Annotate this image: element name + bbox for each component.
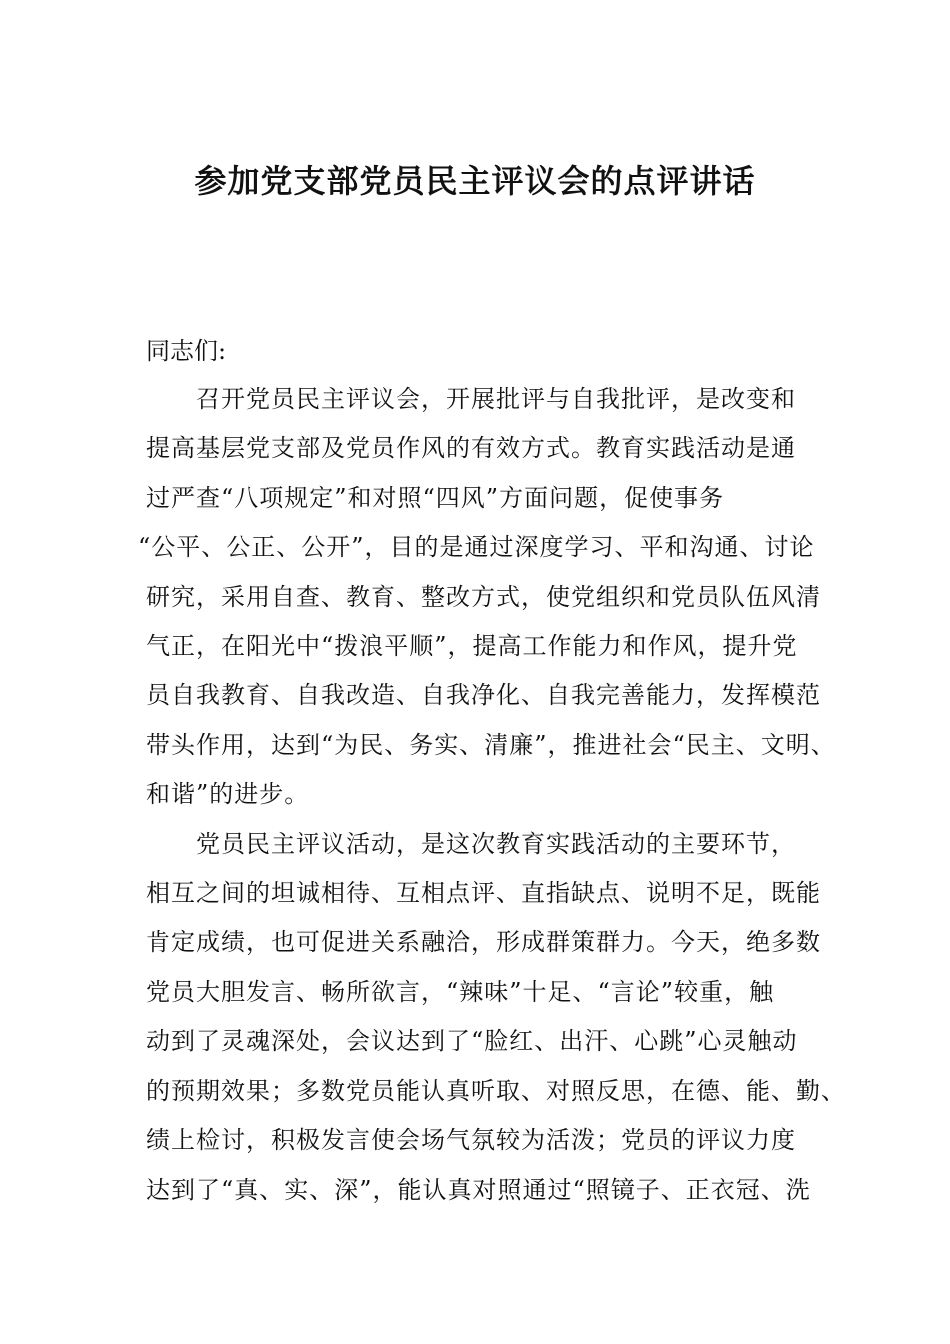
text-line: 绩上检讨，积极发言使会场气氛较为活泼；党员的评议力度 — [146, 1126, 796, 1155]
paragraph-1 — [138, 375, 836, 820]
text-line: 党员大胆发言、畅所欲言，“辣味”十足、“言论”较重，触 — [146, 977, 775, 1006]
text-line: “公平、公正、公开”，目的是通过深度学习、平和沟通、讨论 — [138, 533, 815, 562]
text-line: 研究，采用自查、教育、整改方式，使党组织和党员队伍风清 — [146, 582, 821, 611]
text-line: 召开党员民主评议会，开展批评与自我批评，是改变和 — [196, 385, 796, 413]
text-line: 动到了灵魂深处，会议达到了“脸红、出汗、心跳”心灵触动 — [146, 1027, 798, 1056]
paragraph-2 — [146, 820, 846, 1215]
text-line: 员自我教育、自我改造、自我净化、自我完善能力，发挥模范 — [146, 681, 821, 710]
document-body — [138, 375, 846, 1215]
text-line: 带头作用，达到“为民、务实、清廉”，推进社会“民主、文明、 — [146, 730, 836, 759]
text-line: 达到了“真、实、深”，能认真对照通过“照镜子、正衣冠、洗 — [146, 1175, 811, 1204]
text-line: 提高基层党支部及党员作风的有效方式。教育实践活动是通 — [146, 434, 796, 463]
text-line: 肯定成绩，也可促进关系融洽，形成群策群力。今天，绝多数 — [146, 928, 821, 957]
text-line: 气正，在阳光中“拨浪平顺”，提高工作能力和作风，提升党 — [146, 632, 798, 661]
salutation: 同志们: — [146, 337, 227, 365]
text-line: 的预期效果；多数党员能认真听取、对照反思，在德、能、勤、 — [146, 1076, 846, 1105]
text-line: 党员民主评议活动，是这次教育实践活动的主要环节， — [196, 829, 796, 858]
text-line: 相互之间的坦诚相待、互相点评、直指缺点、说明不足，既能 — [146, 879, 821, 908]
text-line: 过严查“八项规定”和对照“四风”方面问题，促使事务 — [146, 483, 725, 512]
document-title: 参加党支部党员民主评议会的点评讲话 — [194, 162, 756, 200]
text-line: 和谐”的进步。 — [146, 780, 310, 809]
